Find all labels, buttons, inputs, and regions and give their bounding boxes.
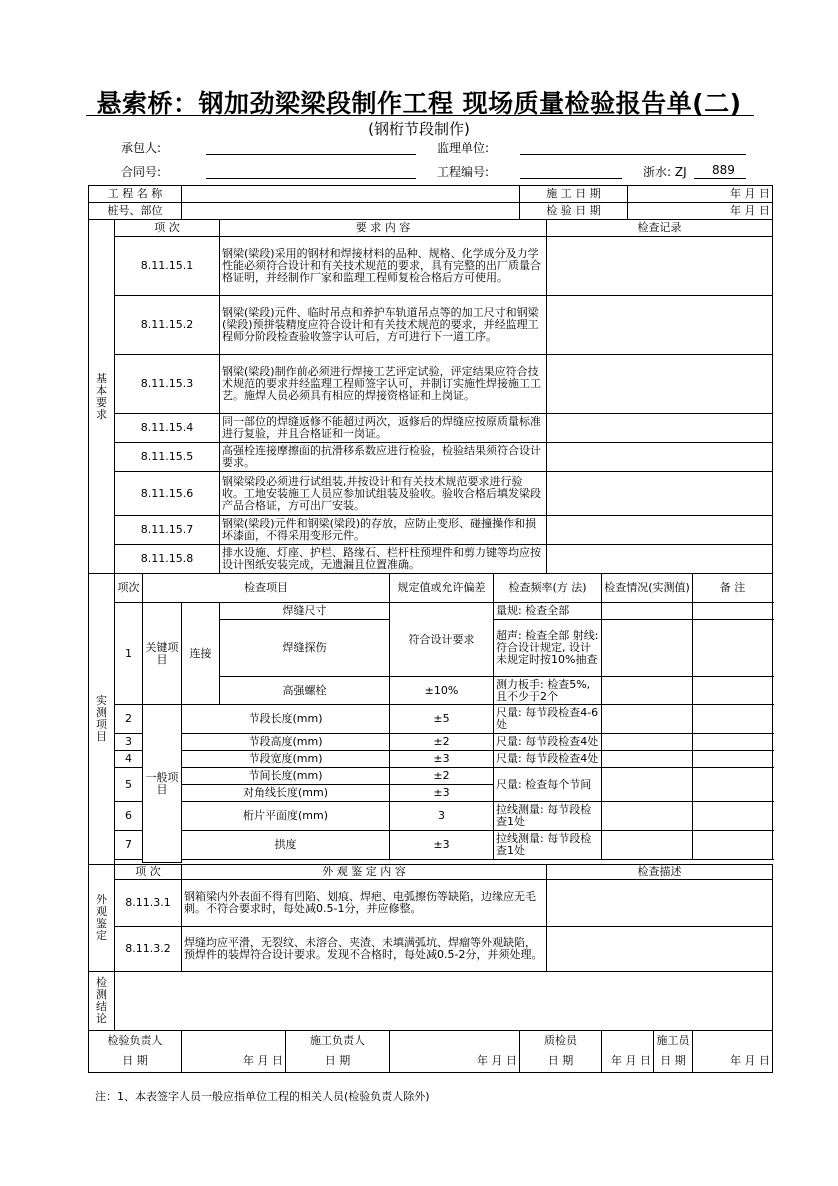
- basic-text: 高强栓连接摩擦面的抗滑移系数应进行检验，检验结果须符合设计要求。: [220, 443, 547, 472]
- basic-text: 排水设施、灯座、护栏、路缘石、栏杆柱预埋件和剪力键等均应按设计图纸安装完成，无遗漏且位置准确。: [220, 545, 547, 574]
- appearance-text: 焊缝均应平滑，无裂纹、未溶合、夹渣、未填满弧坑、焊瘤等外观缺陷，预焊件的装焊符合设计要求。发现不合格时，每处减0.5-2分，并须处理。: [182, 927, 547, 972]
- basic-text: 钢梁梁段必须进行试组装,并按设计和有关技术规范要求进行验收。工地安装施工人员应参加试组装及验收。验收合格后填发梁段产品合格证，方可出厂安装。: [220, 472, 547, 516]
- inspector-label: 检验负责人: [89, 1031, 182, 1051]
- basic-col-record: 检查记录: [547, 220, 773, 237]
- measured-freq: 尺量: 每节段检查4-6处: [494, 705, 602, 734]
- measured-note[interactable]: [693, 768, 773, 802]
- contractor-field[interactable]: [206, 154, 416, 155]
- measured-name: 高强螺栓: [220, 677, 390, 705]
- worker-label: 施工员: [654, 1031, 693, 1051]
- measured-spec: ±10%: [390, 677, 494, 705]
- measured-freq: 尺量: 每节段检查4处: [494, 751, 602, 768]
- measured-note[interactable]: [693, 734, 773, 751]
- project-no-label: 工程编号:: [437, 165, 490, 179]
- connect-label: 连接: [182, 603, 220, 705]
- basic-code: 8.11.15.8: [115, 545, 220, 574]
- measured-no: 6: [115, 802, 143, 831]
- measured-actual[interactable]: [602, 802, 693, 831]
- measured-no: 4: [115, 751, 143, 768]
- measured-spec: ±2: [390, 768, 494, 785]
- supervisor-label: 监理单位:: [437, 141, 490, 155]
- footnote: 注：1、本表签字人员一般应指单位工程的相关人员(检验负责人除外): [95, 1090, 430, 1103]
- page-title: 悬索桥：钢加劲梁梁段制作工程 现场质量检验报告单(二): [96, 89, 742, 118]
- inspector-date-label: 日 期: [89, 1051, 182, 1073]
- measured-actual[interactable]: [602, 734, 693, 751]
- measured-note[interactable]: [693, 705, 773, 734]
- basic-record[interactable]: [547, 355, 773, 414]
- measured-name: 桁片平面度(mm): [182, 802, 390, 831]
- basic-requirements-section: 基本要求: [89, 220, 115, 574]
- measured-actual[interactable]: [602, 831, 693, 860]
- basic-record[interactable]: [547, 296, 773, 355]
- measured-freq: 拉线测量: 每节段检查1处: [494, 802, 602, 831]
- measured-spec: ±3: [390, 785, 494, 802]
- measured-name: 焊缝探伤: [220, 620, 390, 677]
- measured-freq: 尺量: 每节段检查4处: [494, 734, 602, 751]
- page-subtitle: (钢桁节段制作): [368, 120, 470, 138]
- measured-no: 3: [115, 734, 143, 751]
- construction-lead-label: 施工负责人: [286, 1031, 390, 1051]
- measured-no: 2: [115, 705, 143, 734]
- inspection-table: [88, 185, 773, 1073]
- measured-col-actual: 检查情况(实测值): [602, 574, 693, 603]
- measured-no: 7: [115, 831, 143, 860]
- measured-name: 节间长度(mm): [182, 768, 390, 785]
- measured-actual[interactable]: [602, 620, 693, 677]
- measured-actual[interactable]: [602, 603, 693, 620]
- measured-col-spec: 规定值或允许偏差: [390, 574, 494, 603]
- measured-actual[interactable]: [602, 677, 693, 705]
- measured-note[interactable]: [693, 802, 773, 831]
- title-underline: [86, 115, 754, 116]
- appearance-col-item: 项 次: [115, 865, 182, 880]
- measured-section: 实测项目: [89, 574, 115, 865]
- station-value[interactable]: [182, 203, 520, 220]
- basic-record[interactable]: [547, 472, 773, 516]
- measured-note[interactable]: [693, 831, 773, 860]
- measured-name: 拱度: [182, 831, 390, 860]
- measured-freq: 拉线测量: 每节段检查1处: [494, 831, 602, 860]
- basic-code: 8.11.15.4: [115, 414, 220, 443]
- measured-note[interactable]: [693, 751, 773, 768]
- measured-no: 1: [115, 603, 143, 705]
- contractor-label: 承包人:: [121, 141, 162, 155]
- measured-col-freq: 检查频率(方 法): [494, 574, 602, 603]
- project-name-label: 工 程 名 称: [89, 186, 182, 203]
- measured-actual[interactable]: [602, 705, 693, 734]
- worker-date[interactable]: 年 月 日: [693, 1051, 773, 1073]
- measured-spec: ±3: [390, 751, 494, 768]
- measured-actual[interactable]: [602, 768, 693, 802]
- conclusion-value[interactable]: [115, 972, 773, 1031]
- basic-text: 钢梁(梁段)制作前必须进行焊接工艺评定试验，评定结果应符合技术规范的要求并经监理工程师签字认可，并制订实施性焊接施工工艺。施焊人员必须具有相应的焊接资格证和上岗证。: [220, 355, 547, 414]
- general-item-label: 一般项目: [143, 705, 182, 863]
- quality-signature[interactable]: [602, 1031, 654, 1051]
- measured-note[interactable]: [693, 677, 773, 705]
- construction-date-value[interactable]: 年 月 日: [628, 186, 773, 203]
- inspector-date[interactable]: 年 月 日: [182, 1051, 286, 1073]
- inspector-signature[interactable]: [182, 1031, 286, 1051]
- contract-no-label: 合同号:: [121, 165, 162, 179]
- construction-lead-date-label: 日 期: [286, 1051, 390, 1073]
- basic-record[interactable]: [547, 545, 773, 574]
- basic-record[interactable]: [547, 237, 773, 296]
- appearance-code: 8.11.3.2: [115, 927, 182, 972]
- construction-lead-signature[interactable]: [390, 1031, 520, 1051]
- basic-text: 同一部位的焊缝返修不能超过两次，返修后的焊缝应按原质量标准进行复验，并且合格证和一岗证。: [220, 414, 547, 443]
- basic-code: 8.11.15.5: [115, 443, 220, 472]
- appearance-desc[interactable]: [547, 927, 773, 972]
- measured-note[interactable]: [693, 603, 773, 620]
- measured-no: 5: [115, 768, 143, 802]
- basic-code: 8.11.15.3: [115, 355, 220, 414]
- measured-spec: 符合设计要求: [390, 603, 494, 677]
- basic-code: 8.11.15.1: [115, 237, 220, 296]
- appearance-section: 外观鉴定: [89, 865, 115, 972]
- measured-name: 节段宽度(mm): [182, 751, 390, 768]
- measured-col-item: 项次: [115, 574, 143, 603]
- basic-record[interactable]: [547, 414, 773, 443]
- project-name-value[interactable]: [182, 186, 520, 203]
- appearance-code: 8.11.3.1: [115, 880, 182, 927]
- measured-actual[interactable]: [602, 751, 693, 768]
- conclusion-section: 检测结论: [89, 972, 115, 1031]
- inspection-date-label: 检 验 日 期: [520, 203, 628, 220]
- basic-text: 钢梁(梁段)采用的钢材和焊接材料的品种、规格、化学成分及力学性能必须符合设计和有关技术规范的要求，具有完整的出厂质量合格证明，并经制作厂家和监理工程师复检合格后方可使用。: [220, 237, 547, 296]
- appearance-desc[interactable]: [547, 880, 773, 927]
- quality-date[interactable]: 年 月 日: [602, 1051, 654, 1073]
- measured-spec: ±5: [390, 705, 494, 734]
- appearance-col-desc: 检查描述: [547, 865, 773, 880]
- basic-code: 8.11.15.7: [115, 516, 220, 545]
- measured-freq: 测力板手: 检查5%, 且不少于2个: [494, 677, 602, 705]
- measured-freq: 量规: 检查全部: [494, 603, 602, 620]
- basic-record[interactable]: [547, 516, 773, 545]
- basic-code: 8.11.15.2: [115, 296, 220, 355]
- measured-spec: ±2: [390, 734, 494, 751]
- zhejiang-label: 浙水: ZJ: [643, 165, 687, 179]
- worker-signature[interactable]: [693, 1031, 773, 1051]
- inspection-date-value[interactable]: 年 月 日: [628, 203, 773, 220]
- basic-record[interactable]: [547, 443, 773, 472]
- basic-text: 钢梁(梁段)元件、临时吊点和养护车轨道吊点等的加工尺寸和钢梁(梁段)预拼装精度应符合设计和有关技术规范的要求，并经监理工程师分阶段检查验收签字认可后，方可进行下一道工序。: [220, 296, 547, 355]
- supervisor-field[interactable]: [520, 154, 746, 155]
- zhejiang-underline: [694, 178, 746, 179]
- construction-date-label: 施 工 日 期: [520, 186, 628, 203]
- basic-col-item: 项 次: [115, 220, 220, 237]
- appearance-col-content: 外 观 鉴 定 内 容: [182, 865, 547, 880]
- station-label: 桩号、部位: [89, 203, 182, 220]
- measured-name: 焊缝尺寸: [220, 603, 390, 620]
- appearance-text: 钢箱梁内外表面不得有凹陷、划痕、焊疤、电弧擦伤等缺陷，边缘应无毛刺。不符合要求时，每处减0.5-1分，并应修整。: [182, 880, 547, 927]
- measured-col-check: 检查项目: [143, 574, 390, 603]
- zhejiang-number: 889: [712, 163, 735, 177]
- quality-label: 质检员: [520, 1031, 602, 1051]
- measured-name: 节段高度(mm): [182, 734, 390, 751]
- worker-date-label: 日 期: [654, 1051, 693, 1073]
- key-item-label: 关键项目: [143, 603, 182, 705]
- measured-freq: 超声: 检查全部 射线: 符合设计规定, 设计未规定时按10%抽查: [494, 620, 602, 677]
- quality-date-label: 日 期: [520, 1051, 602, 1073]
- measured-freq: 尺量: 检查每个节间: [494, 768, 602, 802]
- basic-text: 钢梁(梁段)元件和钢梁(梁段)的存放，应防止变形、碰撞操作和损坏漆面，不得采用变形元件。: [220, 516, 547, 545]
- measured-col-note: 备 注: [693, 574, 773, 603]
- measured-spec: 3: [390, 802, 494, 831]
- measured-name: 对角线长度(mm): [182, 785, 390, 802]
- measured-spec: ±3: [390, 831, 494, 860]
- measured-note[interactable]: [693, 620, 773, 677]
- contract-no-field[interactable]: [206, 178, 416, 179]
- basic-code: 8.11.15.6: [115, 472, 220, 516]
- construction-lead-date[interactable]: 年 月 日: [390, 1051, 520, 1073]
- basic-col-requirement: 要 求 内 容: [220, 220, 547, 237]
- measured-name: 节段长度(mm): [182, 705, 390, 734]
- project-no-field[interactable]: [520, 178, 622, 179]
